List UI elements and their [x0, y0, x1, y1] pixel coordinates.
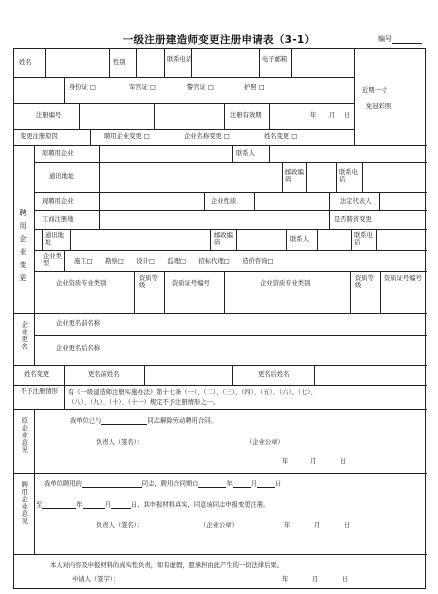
- row-divider: [34, 250, 427, 251]
- reg-no-label: 注册编号: [36, 112, 62, 119]
- row-divider: [14, 365, 427, 366]
- declaration-text: 本人对内容及申报材料的真实性负责，如有虚假，愿承担由此产生的一切法律后果。: [50, 562, 283, 569]
- serial-number-field[interactable]: [378, 34, 422, 44]
- row-divider: [34, 229, 427, 230]
- passport-option[interactable]: 护照 □: [244, 84, 265, 91]
- col-divider: [224, 271, 225, 313]
- row-divider: [34, 192, 427, 193]
- reg-day: 日: [344, 112, 351, 119]
- new-day: 日: [344, 522, 351, 529]
- col-divider: [269, 145, 270, 162]
- gender-label: 性别: [113, 59, 126, 66]
- legal-rep-label: 法定代表人: [340, 198, 372, 205]
- name-before-label: 企业更名前名称: [56, 320, 101, 327]
- col-divider: [64, 77, 65, 103]
- person-before-label: 更名前姓名: [88, 371, 120, 378]
- photo-line2: 免冠彩照: [366, 103, 392, 110]
- police-card-option[interactable]: 警官证 □: [187, 84, 214, 91]
- form-grid: [13, 48, 426, 589]
- address2-label: 通讯地址: [45, 232, 64, 247]
- postal2-label: 邮政编码: [214, 232, 233, 247]
- cert-no-1: 资质证号编号: [172, 280, 210, 287]
- col-divider: [144, 365, 145, 385]
- contact2-label: 联系人: [290, 236, 309, 243]
- col-divider: [64, 365, 65, 385]
- col-divider: [236, 229, 237, 250]
- officer-card-option[interactable]: 军官证 □: [129, 84, 156, 91]
- row-divider: [14, 145, 427, 146]
- orig-day: 日: [340, 458, 347, 465]
- col-divider: [90, 129, 91, 145]
- phone2-label: 联系电话: [354, 232, 373, 247]
- col-divider: [376, 229, 377, 250]
- qual-category-1: 企业资质专业类别: [56, 280, 107, 287]
- reg-year: 年: [310, 112, 317, 119]
- new-rep-label: 负责人（签名）：: [96, 522, 144, 529]
- new-opinion-line1: 我单位聘用的 同志，聘用合同期自 年 月 日: [44, 480, 282, 488]
- col-divider: [329, 192, 330, 229]
- col-divider: [379, 192, 380, 210]
- orig-opinion-line1: 我单位已与 同志解除劳动聘用合同。: [70, 417, 217, 425]
- row-divider: [14, 77, 354, 78]
- col-divider: [259, 49, 260, 77]
- row-divider: [34, 271, 427, 272]
- rename-side-label: 企业更名: [20, 321, 28, 351]
- col-divider: [269, 103, 270, 129]
- col-divider: [204, 192, 205, 210]
- address-label: 通讯地址: [49, 173, 75, 180]
- row-divider: [34, 335, 427, 336]
- new-year: 年: [284, 522, 291, 529]
- qual-category-2: 企业资质专业类别: [260, 280, 311, 287]
- photo-line1: 近期一寸: [362, 87, 388, 94]
- orig-employer-label: 原聘用企业: [42, 150, 74, 157]
- orig-rep-label: 负责人（签名）：: [96, 439, 144, 446]
- biz-address-label: 工商注册地: [42, 216, 74, 223]
- col-divider: [109, 49, 110, 77]
- reason-company-rename[interactable]: 企业名称变更 □: [184, 133, 230, 140]
- col-divider: [164, 49, 165, 77]
- orig-year: 年: [282, 458, 289, 465]
- col-divider: [164, 271, 165, 313]
- col-divider: [362, 162, 363, 192]
- row-divider: [14, 313, 427, 314]
- applicant-sign-label: 申请人（签字）：: [72, 576, 120, 583]
- reg-month: 月: [329, 112, 336, 119]
- col-divider: [351, 229, 352, 250]
- col-divider: [99, 192, 100, 229]
- col-divider: [154, 103, 155, 129]
- col-divider: [314, 365, 315, 385]
- current-employer-label: 现聘用企业: [42, 198, 74, 205]
- decl-day: 日: [342, 576, 349, 583]
- serial-label: 编号: [378, 35, 392, 43]
- col-divider: [291, 49, 292, 77]
- col-divider: [210, 229, 211, 250]
- new-month: 月: [314, 522, 321, 529]
- name-after-label: 企业更名后名称: [56, 345, 101, 352]
- name-label: 姓名: [19, 59, 32, 66]
- company-type-label: 企业类型: [43, 253, 62, 268]
- col-divider: [134, 271, 135, 313]
- col-divider: [380, 271, 381, 313]
- col-divider: [79, 103, 80, 129]
- side-label-divider: [34, 409, 35, 554]
- reason-name-change[interactable]: 姓名变更 □: [264, 133, 298, 140]
- phone-label: 联系电话: [167, 56, 193, 63]
- phone-label: 联系电话: [339, 169, 358, 184]
- row-divider: [14, 385, 427, 386]
- col-divider: [42, 229, 43, 250]
- orig-seal-label: （企业公章）: [246, 439, 284, 446]
- col-divider: [70, 229, 71, 250]
- cross-province-label: 是否跨省变更: [334, 216, 372, 223]
- contact-label: 联系人: [236, 150, 255, 157]
- col-divider: [99, 162, 100, 192]
- qual-level-2: 资质等级: [355, 275, 374, 290]
- new-seal-label: （企业公章）: [200, 522, 238, 529]
- col-divider: [232, 365, 233, 385]
- col-divider: [286, 229, 287, 250]
- company-type-options[interactable]: 施工□ 勘察□ 设计□ 监理□ 招标代理□ 造价咨询□: [74, 258, 274, 265]
- col-divider: [45, 49, 46, 77]
- row-divider: [14, 129, 354, 130]
- qual-level-1: 资质等级: [139, 275, 158, 290]
- row-divider: [34, 210, 427, 211]
- form-title: 一级注册建造师变更注册申请表（3-1）: [122, 34, 316, 46]
- nature-label: 企业性质: [211, 198, 237, 205]
- col-divider: [136, 49, 137, 77]
- col-divider: [336, 162, 337, 192]
- col-divider: [64, 250, 65, 271]
- row-divider: [14, 473, 427, 474]
- col-divider: [224, 103, 225, 129]
- col-divider: [350, 271, 351, 313]
- person-after-label: 更名后姓名: [258, 371, 290, 378]
- reg-valid-label: 注册有效期: [230, 112, 262, 119]
- employer-side-label: 聘用企业变更: [19, 209, 27, 287]
- new-opinion-side-label: 聘用企业意见: [20, 481, 28, 525]
- side-label-divider: [34, 145, 35, 365]
- col-divider: [232, 145, 233, 162]
- orig-month: 月: [310, 458, 317, 465]
- not-allowed-line2: （八）、（九）、（十）、（十一）规定不予注册情形之一。: [68, 399, 220, 406]
- col-divider: [317, 229, 318, 250]
- serial-line: [392, 35, 422, 44]
- col-divider: [306, 162, 307, 192]
- row-divider: [14, 554, 427, 555]
- person-rename-label: 姓名变更: [24, 371, 50, 378]
- decl-month: 月: [312, 576, 319, 583]
- row-divider: [14, 409, 427, 410]
- col-divider: [99, 145, 100, 162]
- col-divider: [254, 192, 255, 210]
- col-divider: [64, 385, 65, 409]
- cert-no-2: 资质证号编号: [384, 275, 422, 282]
- id-card-option[interactable]: 身份证 □: [69, 84, 96, 91]
- col-divider: [282, 162, 283, 192]
- postal-label: 邮政编码: [285, 169, 304, 184]
- row-divider: [14, 103, 354, 104]
- new-opinion-line2: 至 年 月 日，其申报材料真实，同意该同志申报变更注册。: [36, 501, 270, 509]
- reason-label: 变更注册原因: [20, 133, 58, 140]
- reason-employer-change[interactable]: 聘用企业变更 □: [104, 133, 150, 140]
- row-divider: [34, 162, 427, 163]
- not-allowed-line1: 有《一级建造师注册实施办法》第十七条（一）、（二）、（三）、（四）、（五）、（六）、（七）、: [68, 389, 317, 396]
- not-allowed-label: 不予注册情形: [20, 388, 58, 395]
- decl-year: 年: [282, 576, 289, 583]
- photo-divider: [354, 49, 355, 145]
- orig-opinion-side-label: 原企业意见: [20, 417, 28, 454]
- email-label: 电子邮箱: [262, 56, 288, 63]
